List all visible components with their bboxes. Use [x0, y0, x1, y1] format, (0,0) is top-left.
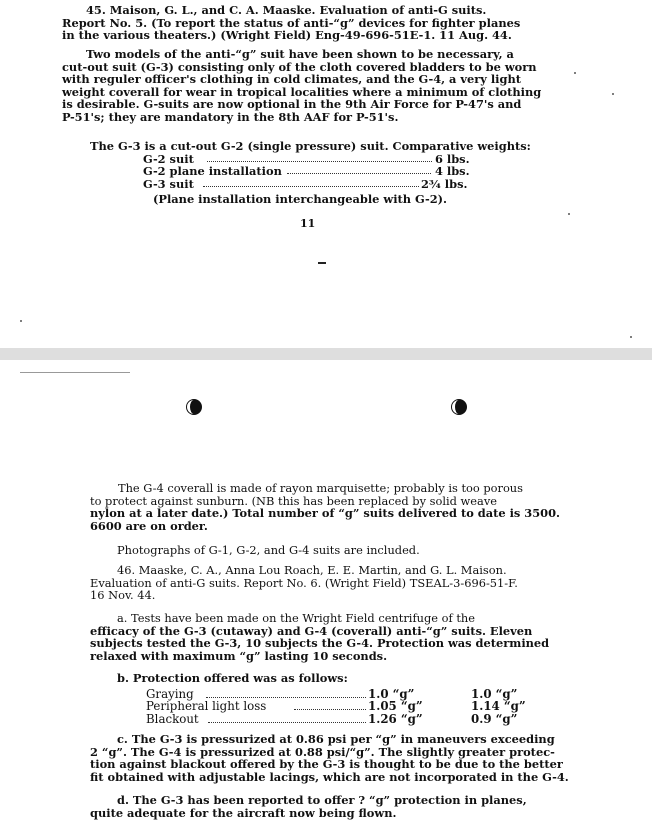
entry-45-line-2: Report No. 5. (To report the status of anti-“g” devices for fighter planes	[62, 15, 521, 30]
g3-value: 1.26 “g”	[368, 711, 423, 726]
scan-mark	[318, 262, 326, 264]
leader-dots	[208, 722, 366, 723]
weights-value: 2¾ lbs.	[421, 176, 468, 191]
para-a-line-2: efficacy of the G-3 (cutaway) and G-4 (coverall) anti-“g” suits. Eleven	[90, 623, 533, 638]
paragraph-1-line-1: Two models of the anti-“g” suit have been shown to be necessary, a	[86, 47, 514, 61]
comparison-note: (Plane installation interchangeable with G-2).	[153, 192, 447, 206]
scan-line	[20, 372, 130, 373]
scan-speck	[630, 336, 632, 338]
weights-table	[143, 153, 498, 190]
g4-value: 1.14 “g”	[471, 699, 526, 714]
photographs-line: Photographs of G-1, G-2, and G-4 suits are included.	[117, 543, 420, 557]
entry-45-line-3: in the various theaters.) (Wright Field) Eng-49-696-51E-1. 11 Aug. 44.	[62, 28, 512, 43]
g4-paragraph-line-1: The G-4 coverall is made of rayon marquisette; probably is too porous	[118, 481, 523, 495]
weights-label: G-2 suit	[143, 152, 194, 166]
entry-45-line-1: 45. Maison, G. L., and C. A. Maaske. Evaluation of anti-G suits.	[86, 3, 487, 17]
g3-value: 1.05 “g”	[368, 699, 423, 714]
protection-label: Graying	[146, 687, 194, 701]
g3-value: 1.0 “g”	[368, 687, 415, 701]
paragraph-1-line-6: P-51's; they are mandatory in the 8th AAF for P-51's.	[62, 110, 399, 124]
paragraph-1-line-4: weight coverall for wear in tropical localities where a minimum of clothing	[62, 84, 542, 99]
leader-dots	[207, 161, 432, 162]
leader-dots	[206, 697, 366, 698]
weights-label: G-2 plane installation	[143, 164, 282, 179]
para-a-line-3: subjects tested the G-3, 10 subjects the G-4. Protection was determined	[90, 636, 550, 651]
weights-row	[143, 178, 498, 190]
punch-hole-icon	[450, 398, 468, 416]
scan-speck	[612, 93, 614, 95]
protection-label: Blackout	[146, 711, 199, 726]
leader-dots	[287, 173, 431, 174]
comparison-intro: The G-3 is a cut-out G-2 (single pressure) suit. Comparative weights:	[90, 139, 531, 153]
g4-paragraph-line-3: nylon at a later date.) Total number of “g” suits delivered to date is 3500.	[90, 506, 560, 521]
paragraph-1-line-2: cut-out suit (G-3) consisting only of the cloth covered bladders to be worn	[62, 59, 537, 74]
para-c-line-4: fit obtained with adjustable lacings, which are not incorporated in the G-4.	[90, 769, 569, 784]
para-d-line-1: d. The G-3 has been reported to offer ? “g” protection in planes,	[117, 793, 527, 807]
protection-row	[146, 700, 546, 712]
weights-label: G-3 suit	[143, 176, 194, 191]
weights-value: 6 lbs.	[435, 152, 470, 166]
para-a-line-4: relaxed with maximum “g” lasting 10 seconds.	[90, 648, 388, 663]
punch-hole-icon	[185, 398, 203, 416]
g4-paragraph-line-2: to protect against sunburn. (NB this has been replaced by solid weave	[90, 493, 498, 508]
entry-46-line-2: Evaluation of anti-G suits. Report No. 6. (Wright Field) TSEAL-3-696-51-F.	[90, 575, 518, 590]
paragraph-1-line-3: with reguler officer's clothing in cold climates, and the G-4, a very light	[62, 72, 522, 87]
para-c-line-3: tion against blackout offered by the G-3 is thought to be due to the better	[90, 757, 563, 772]
para-a-line-1: a. Tests have been made on the Wright Field centrifuge of the	[117, 611, 475, 625]
leader-dots	[294, 709, 366, 710]
para-d-line-2: quite adequate for the aircraft now being flown.	[90, 805, 397, 820]
weights-row	[143, 165, 498, 177]
paragraph-1-line-5: is desirable. G-suits are now optional in the 9th Air Force for P-47's and	[62, 97, 522, 112]
weights-value: 4 lbs.	[435, 164, 470, 179]
page-separator	[0, 348, 652, 360]
entry-46-line-3: 16 Nov. 44.	[90, 588, 156, 603]
leader-dots	[203, 186, 419, 187]
entry-46-line-1: 46. Maaske, C. A., Anna Lou Roach, E. E. Martin, and G. L. Maison.	[117, 563, 507, 577]
document-page-top	[0, 0, 652, 348]
para-c-line-1: c. The G-3 is pressurized at 0.86 psi per “g” in maneuvers exceeding	[117, 732, 555, 746]
g4-value: 1.0 “g”	[471, 687, 518, 701]
para-c-line-2: 2 “g”. The G-4 is pressurized at 0.88 psi/“g”. The slightly greater protec-	[90, 744, 555, 759]
para-b-intro: b. Protection offered was as follows:	[117, 671, 348, 685]
g4-value: 0.9 “g”	[471, 711, 518, 726]
scan-speck	[568, 213, 570, 215]
protection-table	[146, 688, 546, 725]
page-number: 11	[300, 217, 316, 230]
scan-speck	[20, 320, 22, 322]
protection-label: Peripheral light loss	[146, 699, 267, 714]
scan-speck	[574, 72, 576, 74]
g4-paragraph-line-4: 6600 are on order.	[90, 518, 208, 533]
protection-row	[146, 713, 546, 725]
